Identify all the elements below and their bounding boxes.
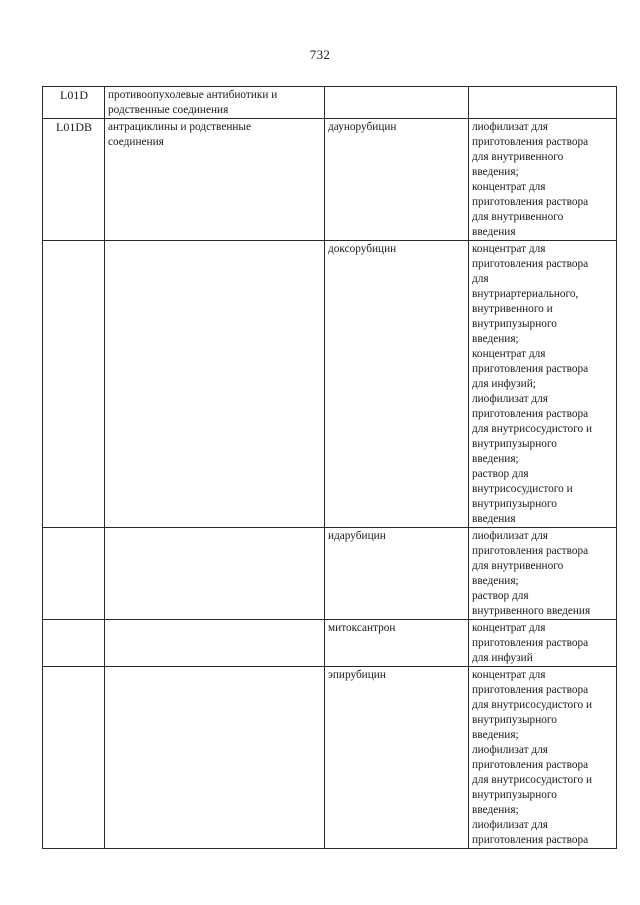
- dosage-form-line: для внутрисосудистого и: [472, 423, 593, 435]
- drug-name: идарубицин: [328, 530, 386, 542]
- atc-code: L01DB: [56, 120, 92, 134]
- dosage-form-cell: [469, 528, 617, 620]
- dosage-form-line: концентрат для: [472, 669, 546, 681]
- dosage-form-line: для внутрисосудистого и: [472, 699, 593, 711]
- dosage-form-line: введения;: [472, 575, 519, 587]
- inn-cell: [325, 87, 469, 119]
- dosage-form-line: внутрипузырного: [472, 318, 557, 330]
- dosage-form-line: приготовления раствора: [472, 545, 589, 557]
- dosage-form-line: приготовления раствора: [472, 834, 589, 846]
- dosage-form-line: введения;: [472, 453, 519, 465]
- atc-code: L01D: [60, 88, 88, 102]
- dosage-form-line: внутрисосудистого и: [472, 483, 573, 495]
- dosage-form-line: лиофилизат для: [472, 121, 548, 133]
- dosage-form-line: приготовления раствора: [472, 759, 589, 771]
- dosage-form-line: введения;: [472, 333, 519, 345]
- dosage-form-line: внутривенного введения: [472, 605, 591, 617]
- dosage-form-line: для внутривенного: [472, 151, 564, 163]
- atc-code-cell: [43, 119, 105, 241]
- dosage-form-cell: [469, 241, 617, 528]
- dosage-form-line: концентрат для: [472, 622, 546, 634]
- dosage-form-line: лиофилизат для: [472, 393, 548, 405]
- inn-cell: [325, 528, 469, 620]
- table-row: [43, 119, 617, 241]
- dosage-form-line: для инфузий: [472, 652, 533, 664]
- dosage-form-line: раствор для: [472, 590, 529, 602]
- inn-cell: [325, 667, 469, 849]
- dosage-form-line: лиофилизат для: [472, 819, 548, 831]
- atc-code-cell: [43, 528, 105, 620]
- table-row: [43, 87, 617, 119]
- dosage-form-line: для внутривенного: [472, 560, 564, 572]
- dosage-form-line: введения;: [472, 166, 519, 178]
- drug-table: [42, 86, 617, 849]
- dosage-form-line: для внутривенного: [472, 211, 564, 223]
- dosage-form-line: приготовления раствора: [472, 684, 589, 696]
- dosage-form-line: введения: [472, 226, 516, 238]
- dosage-form-line: раствор для: [472, 468, 529, 480]
- atc-group-cell: [105, 620, 325, 667]
- table-row: [43, 528, 617, 620]
- dosage-form-cell: [469, 667, 617, 849]
- atc-code-cell: [43, 87, 105, 119]
- dosage-form-line: внутрипузырного: [472, 714, 557, 726]
- atc-group-line: соединения: [108, 136, 164, 148]
- atc-group-cell: [105, 241, 325, 528]
- atc-code-cell: [43, 620, 105, 667]
- dosage-form-line: концентрат для: [472, 181, 546, 193]
- table-row: [43, 667, 617, 849]
- dosage-form-line: для: [472, 273, 489, 285]
- dosage-form-line: введения;: [472, 804, 519, 816]
- dosage-form-line: введения: [472, 513, 516, 525]
- drug-name: эпирубицин: [328, 669, 386, 681]
- dosage-form-line: приготовления раствора: [472, 136, 589, 148]
- atc-group-cell: [105, 87, 325, 119]
- dosage-form-line: введения;: [472, 729, 519, 741]
- dosage-form-line: внутрипузырного: [472, 789, 557, 801]
- table-row: [43, 241, 617, 528]
- dosage-form-line: лиофилизат для: [472, 530, 548, 542]
- dosage-form-line: приготовления раствора: [472, 196, 589, 208]
- dosage-form-line: внутрипузырного: [472, 438, 557, 450]
- dosage-form-line: концентрат для: [472, 348, 546, 360]
- page-number: 732: [309, 47, 331, 62]
- dosage-form-line: для инфузий;: [472, 378, 536, 390]
- inn-cell: [325, 241, 469, 528]
- dosage-form-line: приготовления раствора: [472, 258, 589, 270]
- dosage-form-line: приготовления раствора: [472, 637, 589, 649]
- dosage-form-line: приготовления раствора: [472, 408, 589, 420]
- dosage-form-line: концентрат для: [472, 243, 546, 255]
- table-row: [43, 620, 617, 667]
- atc-code-cell: [43, 667, 105, 849]
- inn-cell: [325, 119, 469, 241]
- atc-group-cell: [105, 528, 325, 620]
- dosage-form-line: лиофилизат для: [472, 744, 548, 756]
- atc-group-line: родственные соединения: [108, 104, 229, 116]
- dosage-form-line: приготовления раствора: [472, 363, 589, 375]
- atc-code-cell: [43, 241, 105, 528]
- atc-group-line: антрациклины и родственные: [108, 121, 252, 133]
- inn-cell: [325, 620, 469, 667]
- drug-table-body: [43, 87, 617, 849]
- atc-group-line: противоопухолевые антибиотики и: [108, 89, 278, 101]
- drug-name: митоксантрон: [328, 622, 396, 634]
- dosage-form-line: внутрипузырного: [472, 498, 557, 510]
- dosage-form-line: внутривенного и: [472, 303, 553, 315]
- dosage-form-line: внутриартериального,: [472, 288, 579, 300]
- drug-name: доксорубицин: [328, 243, 397, 255]
- drug-name: даунорубицин: [328, 121, 397, 133]
- dosage-form-cell: [469, 119, 617, 241]
- dosage-form-cell: [469, 87, 617, 119]
- dosage-form-cell: [469, 620, 617, 667]
- dosage-form-line: для внутрисосудистого и: [472, 774, 593, 786]
- atc-group-cell: [105, 119, 325, 241]
- atc-group-cell: [105, 667, 325, 849]
